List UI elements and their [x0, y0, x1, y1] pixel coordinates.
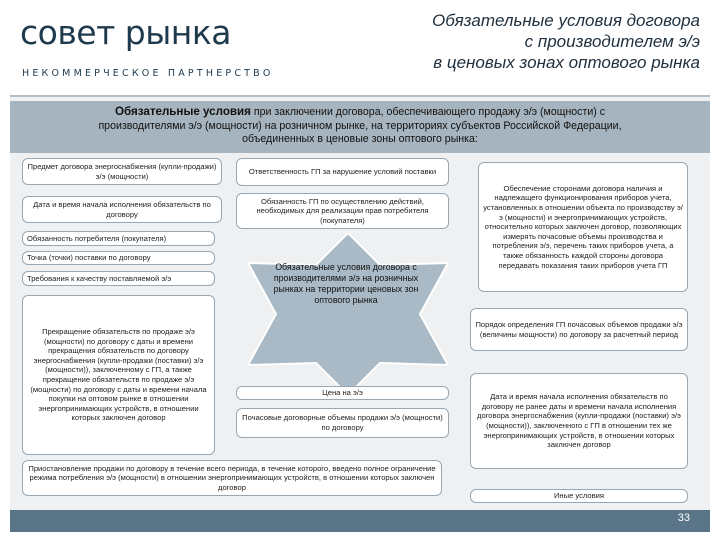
condition-box-consumer-obligation: [22, 231, 215, 246]
condition-box-start-date-text: Дата и время начала исполнения обязательств по договору: [33, 199, 211, 219]
condition-box-execution-date: [470, 373, 688, 469]
condition-box-consumer-obligation-text: Обязанность потребителя (покупателя): [27, 233, 167, 243]
condition-box-price-text: Цена на э/э: [322, 388, 363, 398]
condition-box-hourly-volumes-text: Почасовые договорные объемы продажи э/э (мощности) по договору: [242, 413, 443, 432]
condition-box-price: [236, 386, 449, 400]
condition-box-gp-actions-text: Обязанность ГП по осуществлению действий, необходимых для реализации прав потребителя (покупателя): [256, 196, 429, 225]
condition-box-metering-text: Обеспечение сторонами договора наличия и надлежащего функционирования приборов учета, установленных в отношении объекта по производству э/э (мощности) и энергопринимающих устройств, относительно которых заключен договор, позволяющих измерять почасовые объемы производства и потребления э/э, перечень таких приборов учета, а также обязанность каждой стороны договора передавать показания таких приборов учета ГП: [483, 183, 683, 270]
condition-box-hourly-determination: [470, 308, 688, 351]
condition-box-termination-text: Прекращение обязательств по продаже э/э (мощности) по договору с даты и времени прекращения обязательств по договору энергоснабжения (купли-продажи (поставки) э/э (мощности)), заключенному с ГП, а также прекращение обязательств по продаже э/э (мощности) по договору с даты и времени начала покупки на оптовом рынке в отношении энергопринимающих устройств, в отношении которых заключен договор: [30, 327, 207, 423]
condition-box-delivery-points: [22, 251, 215, 265]
logo-text: совет рынка: [20, 13, 232, 52]
banner-line-1-rest: при заключении договора, обеспечивающего продажу э/э (мощности) с: [250, 106, 606, 118]
condition-box-gp-actions: [236, 193, 449, 229]
condition-box-hourly-determination-text: Порядок определения ГП почасовых объемов продажи э/э (величины мощности) по договору за расчетный период: [475, 319, 683, 339]
banner-line-1: [24, 105, 696, 120]
condition-box-quality-text: Требования к качеству поставляемой э/э: [27, 273, 172, 283]
condition-box-metering: [478, 162, 688, 292]
condition-box-delivery-points-text: Точка (точки) поставки по договору: [27, 253, 151, 263]
condition-box-termination: [22, 295, 215, 455]
condition-box-other-text: Иные условия: [553, 491, 605, 501]
condition-box-start-date: [22, 196, 222, 223]
slide-title: [340, 10, 700, 73]
slide-title-line-2: с производителем э/э: [524, 32, 700, 51]
condition-box-other: [470, 489, 688, 503]
intro-banner: [10, 101, 710, 153]
banner-line-2: производителями э/э (мощности) на розничном рынке, на территориях субъектов Российской Федерации,: [98, 119, 622, 132]
slide-title-line-3: в ценовых зонах оптового рынка: [433, 53, 700, 72]
condition-box-quality: [22, 271, 215, 286]
footer-bar: [10, 510, 710, 532]
condition-box-hourly-volumes: [236, 408, 449, 438]
page-number: 33: [677, 512, 690, 524]
condition-box-execution-date-text: Дата и время начала исполнения обязательств по договору не ранее даты и времени начала исполнения договора энергоснабжения (купли-продажи (поставки) э/э (мощности)), заключенного с ГП в отношении тех же энергопринимающих устройств, в отношении которых заключен договор: [477, 392, 681, 450]
condition-box-suspension-text: Приостановление продажи по договору в течение всего периода, в течение которого, введено полное ограничение режима потребления э/э (мощности) в отношении энергопринимающих устройств, в отношении которых заключен договор: [28, 463, 436, 492]
center-star-shape: [248, 233, 448, 395]
logo-subtitle: НЕКОММЕРЧЕСКОЕ ПАРТНЕРСТВО: [22, 68, 274, 79]
condition-box-subject-text: Предмет договора энергоснабжения (купли-продажи) э/э (мощности): [27, 161, 217, 181]
condition-box-subject: [22, 158, 222, 185]
condition-box-suspension: [22, 460, 442, 496]
banner-bold: Обязательные условия: [114, 105, 251, 118]
banner-line-3: объединенных в ценовые зоны оптового рынка:: [242, 133, 478, 145]
center-title: Обязательные условия договора с производителями э/э на розничных рынках на территории ценовых зон оптового рынка: [273, 262, 419, 305]
condition-box-gp-liability: [236, 158, 449, 186]
condition-box-gp-liability-text: Ответственность ГП за нарушение условий поставки: [248, 167, 437, 177]
slide-title-line-1: Обязательные условия договора: [432, 11, 700, 30]
